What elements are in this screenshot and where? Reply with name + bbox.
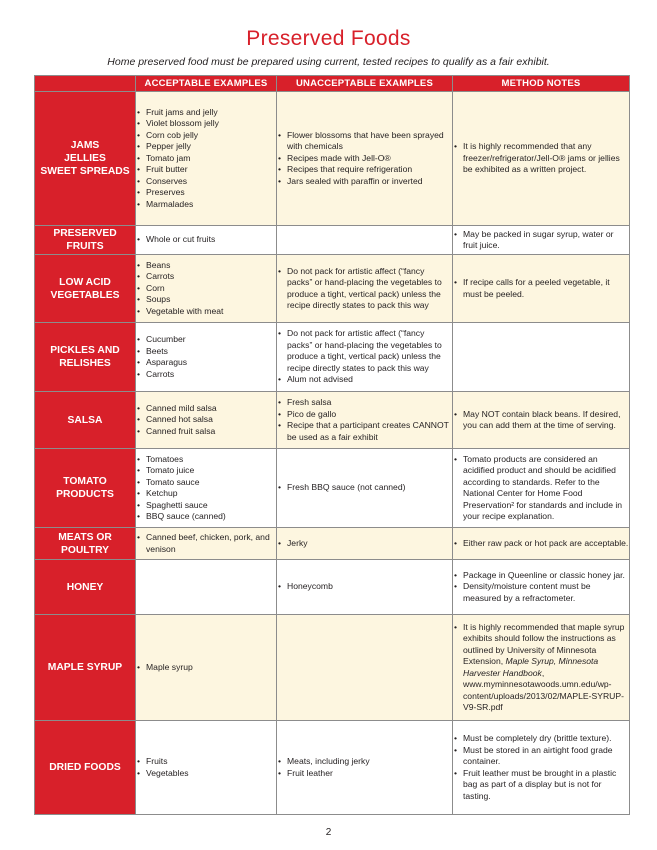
acceptable-list: [136, 403, 276, 438]
list-item: • Jars sealed with paraffin or inverted: [277, 176, 452, 188]
list-item: • Corn: [136, 283, 276, 295]
category-label: [35, 721, 136, 815]
list-item: • Corn cob jelly: [136, 130, 276, 142]
acceptable-cell: [136, 449, 277, 528]
notes-cell: [453, 255, 630, 323]
list-item: • Fruit butter: [136, 164, 276, 176]
acceptable-list: [136, 662, 276, 674]
list-item: • Tomato jam: [136, 153, 276, 165]
list-item: • Canned mild salsa: [136, 403, 276, 415]
category-line: MEATS OR: [58, 531, 112, 543]
category-label: [35, 392, 136, 449]
list-item: • Vegetables: [136, 768, 276, 780]
list-item: • Cucumber: [136, 334, 276, 346]
table-row: [35, 449, 630, 528]
notes-list: [453, 733, 629, 802]
list-item: • Marmalades: [136, 199, 276, 211]
list-item: • Meats, including jerky: [277, 756, 452, 768]
unacceptable-cell: [277, 721, 453, 815]
page-subtitle: Home preserved food must be prepared using current, tested recipes to qualify as a fair exhibit.: [107, 56, 550, 68]
acceptable-list: [136, 756, 276, 779]
notes-list: [453, 570, 629, 605]
list-item: • Must be completely dry (brittle texture).: [453, 733, 629, 745]
list-item: • Flower blossoms that have been sprayed with chemicals: [277, 130, 452, 153]
list-item: • Whole or cut fruits: [136, 234, 276, 246]
acceptable-cell: [136, 226, 277, 255]
list-item: • Jerky: [277, 538, 452, 550]
page-title: Preserved Foods: [246, 27, 411, 50]
unacceptable-list: [277, 482, 452, 494]
acceptable-cell: [136, 560, 277, 615]
list-item: • BBQ sauce (canned): [136, 511, 276, 523]
category-line: MAPLE SYRUP: [47, 662, 123, 673]
category-line: SWEET SPREADS: [40, 166, 130, 177]
unacceptable-list: [277, 756, 452, 779]
list-item: • It is highly recommended that any freezer/refrigerator/Jell-O® jams or jellies be exhibited as a written project.: [453, 141, 629, 176]
acceptable-list: [136, 260, 276, 318]
list-item: • Tomato products are considered an acidified product and should be acidified according to standards. Refer to the National Center for Home Food Preservation² for standards and include in your recipe explanation.: [453, 454, 629, 523]
list-item: • Either raw pack or hot pack are acceptable.: [453, 538, 629, 550]
unacceptable-cell: [277, 560, 453, 615]
table-row: [35, 560, 630, 615]
handbook-title: Maple Syrup, Minnesota Harvester Handbook: [463, 656, 599, 678]
category-label: [35, 92, 136, 226]
list-item: • If recipe calls for a peeled vegetable, it must be peeled.: [453, 277, 629, 300]
table-row: [35, 721, 630, 815]
unacceptable-cell: [277, 226, 453, 255]
unacceptable-cell: [277, 92, 453, 226]
category-line: RELISHES: [59, 358, 111, 369]
list-item: • Asparagus: [136, 357, 276, 369]
category-label: [35, 615, 136, 721]
notes-list: [453, 538, 629, 550]
unacceptable-list: [277, 581, 452, 593]
acceptable-list: [136, 107, 276, 211]
acceptable-list: [136, 454, 276, 523]
header-acceptable: ACCEPTABLE EXAMPLES: [136, 76, 277, 92]
acceptable-cell: [136, 615, 277, 721]
notes-cell: [453, 392, 630, 449]
acceptable-cell: [136, 721, 277, 815]
list-item: • Must be stored in an airtight food grade container.: [453, 745, 629, 768]
unacceptable-list: [277, 328, 452, 386]
category-line: PRODUCTS: [56, 489, 114, 500]
list-item: • Violet blossom jelly: [136, 118, 276, 130]
unacceptable-list: [277, 266, 452, 312]
category-line: PICKLES AND: [50, 345, 120, 356]
list-item: • Do not pack for artistic affect (“fancy packs” or hand-placing the vegetables to produce a tight, vertical pack) unless the recipe directly states to pack this way: [277, 266, 452, 312]
acceptable-list: [136, 532, 276, 555]
category-label: [35, 255, 136, 323]
list-item: • Soups: [136, 294, 276, 306]
unacceptable-list: [277, 130, 452, 188]
header-corner: [35, 76, 136, 92]
list-item: • Fruit leather must be brought in a plastic bag as part of a display but is not for tasting.: [453, 768, 629, 803]
notes-cell: [453, 615, 630, 721]
list-item: • Fresh BBQ sauce (not canned): [277, 482, 452, 494]
category-label: [35, 323, 136, 392]
notes-cell: [453, 528, 630, 560]
table-row: [35, 392, 630, 449]
list-item: • Pepper jelly: [136, 141, 276, 153]
category-line: SALSA: [67, 414, 103, 426]
list-item: • Density/moisture content must be measured by a refractometer.: [453, 581, 629, 604]
table-row: [35, 528, 630, 560]
unacceptable-cell: [277, 615, 453, 721]
list-item: • Fruit leather: [277, 768, 452, 780]
list-item: • Tomato juice: [136, 465, 276, 477]
notes-list: [453, 454, 629, 523]
list-item: • Carrots: [136, 271, 276, 283]
notes-cell: [453, 449, 630, 528]
acceptable-cell: [136, 323, 277, 392]
preserved-foods-table: [34, 75, 630, 815]
list-item: • Fruits: [136, 756, 276, 768]
list-item: • Fruit jams and jelly: [136, 107, 276, 119]
table-row: [35, 226, 630, 255]
unacceptable-cell: [277, 528, 453, 560]
unacceptable-list: [277, 538, 452, 550]
list-item: • Tomatoes: [136, 454, 276, 466]
table-row: [35, 615, 630, 721]
list-item: • Package in Queenline or classic honey jar.: [453, 570, 629, 582]
list-item: • Pico de gallo: [277, 409, 452, 421]
notes-cell: [453, 560, 630, 615]
acceptable-cell: [136, 392, 277, 449]
notes-list: [453, 622, 629, 714]
list-item: • May be packed in sugar syrup, water or fruit juice.: [453, 229, 629, 252]
list-item: • Ketchup: [136, 488, 276, 500]
notes-cell: [453, 226, 630, 255]
list-item: • May NOT contain black beans. If desired, you can add them at the time of serving.: [453, 409, 629, 432]
category-label: [35, 560, 136, 615]
notes-cell: [453, 323, 630, 392]
list-item: • Canned fruit salsa: [136, 426, 276, 438]
notes-list: [453, 229, 629, 252]
notes-cell: [453, 721, 630, 815]
unacceptable-cell: [277, 392, 453, 449]
list-item: • Do not pack for artistic affect (“fancy packs” or hand-placing the vegetables to produce a tight, vertical pack) unless the recipe directly states to pack this way: [277, 328, 452, 374]
category-label: [35, 226, 136, 255]
acceptable-list: [136, 234, 276, 246]
list-item: • Preserves: [136, 187, 276, 199]
notes-list: [453, 141, 629, 176]
notes-list: [453, 277, 629, 300]
category-line: TOMATO: [63, 476, 107, 487]
table-row: [35, 323, 630, 392]
acceptable-cell: [136, 92, 277, 226]
acceptable-cell: [136, 255, 277, 323]
header-row: [35, 76, 630, 92]
category-line: HONEY: [66, 581, 104, 593]
acceptable-list: [136, 334, 276, 380]
category-line: LOW ACID: [59, 276, 111, 288]
notes-cell: [453, 92, 630, 226]
list-item: • Recipes that require refrigeration: [277, 164, 452, 176]
unacceptable-cell: [277, 449, 453, 528]
category-line: POULTRY: [60, 544, 110, 556]
list-item: • Spaghetti sauce: [136, 500, 276, 512]
unacceptable-cell: [277, 255, 453, 323]
category-line: DRIED FOODS: [49, 762, 121, 773]
category-label: [35, 528, 136, 560]
list-item: • Canned hot salsa: [136, 414, 276, 426]
table-row: [35, 255, 630, 323]
category-line: JELLIES: [64, 153, 106, 164]
acceptable-cell: [136, 528, 277, 560]
list-item: • Beets: [136, 346, 276, 358]
list-item: • Recipes made with Jell-O®: [277, 153, 452, 165]
table-row: [35, 92, 630, 226]
list-item: • It is highly recommended that maple syrup exhibits should follow the instructions as outlined by University of Minnesota Extension, Maple Syrup, Minnesota Harvester Handbook, www.myminnesotawoods.umn.edu/wp-content/uploads/2013/02/MAPLE-SYRUP-V9-SR.pdf: [453, 622, 629, 714]
category-label: [35, 449, 136, 528]
list-item: • Alum not advised: [277, 374, 452, 386]
list-item: • Tomato sauce: [136, 477, 276, 489]
list-item: • Beans: [136, 260, 276, 272]
unacceptable-list: [277, 397, 452, 443]
list-item: • Conserves: [136, 176, 276, 188]
list-item: • Fresh salsa: [277, 397, 452, 409]
list-item: • Canned beef, chicken, pork, and venison: [136, 532, 276, 555]
list-item: • Carrots: [136, 369, 276, 381]
list-item: • Maple syrup: [136, 662, 276, 674]
list-item: • Honeycomb: [277, 581, 452, 593]
list-item: • Vegetable with meat: [136, 306, 276, 318]
notes-list: [453, 409, 629, 432]
unacceptable-cell: [277, 323, 453, 392]
category-line: PRESERVED: [53, 228, 117, 239]
list-item: • Recipe that a participant creates CANNOT be used as a fair exhibit: [277, 420, 452, 443]
category-line: JAMS: [70, 140, 100, 151]
page-number: 2: [325, 827, 332, 838]
category-line: FRUITS: [66, 241, 104, 252]
header-method-notes: METHOD NOTES: [453, 76, 630, 92]
header-unacceptable: UNACCEPTABLE EXAMPLES: [277, 76, 453, 92]
category-line: VEGETABLES: [50, 289, 120, 301]
